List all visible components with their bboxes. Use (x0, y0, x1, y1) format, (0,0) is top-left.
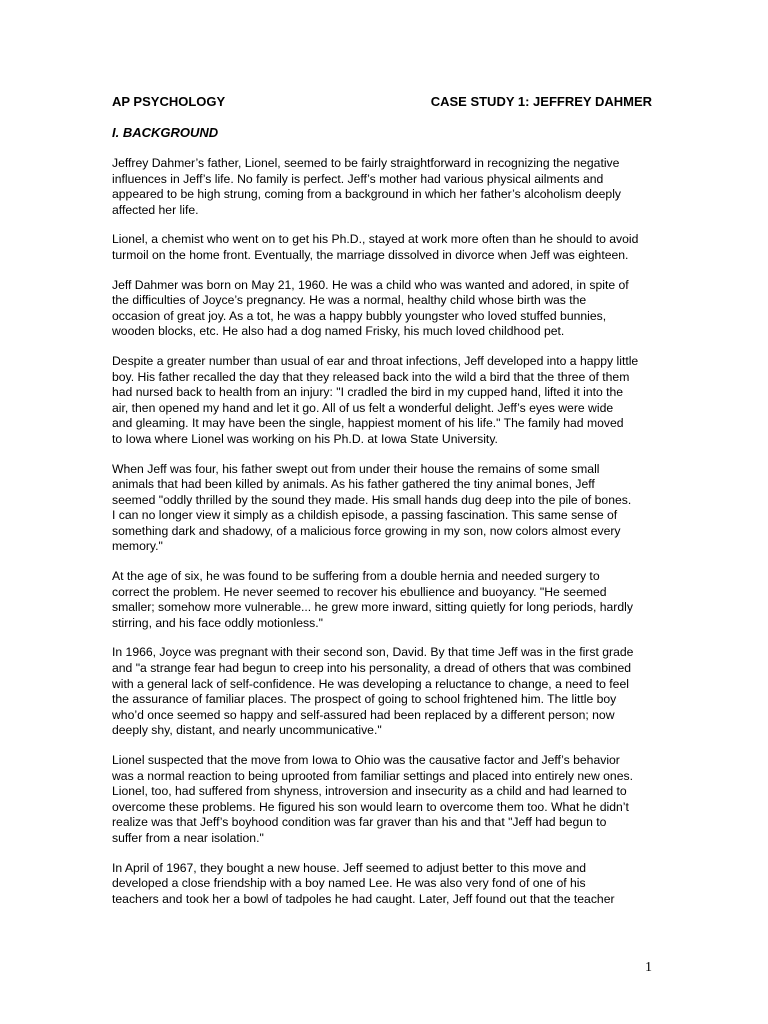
text-line: overcome these problems. He figured his son would learn to overcome them too. What he didn’t (112, 799, 629, 814)
text-line: air, then opened my hand and let it go. All of us felt a wonderful delight. Jeff’s eyes were wide (112, 400, 614, 415)
text-line: affected her life. (112, 202, 199, 217)
text-line: I can no longer view it simply as a childish episode, a passing fascination. This same sense of (112, 508, 618, 523)
course-title: AP PSYCHOLOGY (112, 94, 226, 109)
paragraph (112, 354, 652, 448)
text-line: Lionel suspected that the move from Iowa to Ohio was the causative factor and Jeff’s behavior (112, 753, 620, 767)
paragraph (112, 232, 652, 263)
text-line: At the age of six, he was found to be suffering from a double hernia and needed surgery to (112, 569, 600, 584)
text-line: developed a close friendship with a boy named Lee. He was also very fond of one of his (112, 876, 586, 891)
text-line: the difficulties of Joyce’s pregnancy. He was a normal, healthy child whose birth was the (112, 293, 587, 308)
document-page (112, 94, 652, 907)
text-line: something dark and shadowy, of a malicious force growing in my son, now colors almost every (112, 523, 621, 538)
section-heading: I. BACKGROUND (112, 125, 219, 140)
text-line: In April of 1967, they bought a new house. Jeff seemed to adjust better to this move and (112, 860, 587, 875)
paragraph (112, 156, 652, 218)
text-line: and gleaming. It may have been the single, happiest moment of his life." The family had moved (112, 416, 624, 431)
text-line: suffer from a near isolation." (112, 830, 264, 845)
text-line: appeared to be high strung, coming from a background in which her father’s alcoholism deeply (112, 187, 622, 202)
text-line: Jeffrey Dahmer’s father, Lionel, seemed to be fairly straightforward in recognizing the negative (112, 156, 620, 170)
document-header (112, 94, 652, 110)
text-line: the assurance of familiar places. The prospect of going to school frightened him. The little boy (112, 692, 617, 707)
text-line: with a general lack of self-confidence. He was developing a reluctance to change, a need to feel (112, 676, 629, 691)
text-line: who’d once seemed so happy and self-assured had been replaced by a different person; now (112, 707, 615, 722)
text-line: wooden blocks, etc. He also had a dog named Frisky, his much loved childhood pet. (112, 324, 565, 339)
case-study-title: CASE STUDY 1: JEFFREY DAHMER (430, 94, 652, 109)
text-line: correct the problem. He never seemed to recover his ebullience and buoyancy. "He seemed (112, 584, 607, 599)
page-number: 1 (645, 960, 652, 975)
text-line: was a normal reaction to being uprooted from familiar settings and placed into entirely new ones. (112, 768, 633, 783)
text-line: teachers and took her a bowl of tadpoles he had caught. Later, Jeff found out that the teacher (112, 891, 615, 906)
text-line: In 1966, Joyce was pregnant with their second son, David. By that time Jeff was in the first grade (112, 645, 634, 660)
paragraph (112, 753, 652, 847)
text-line: turmoil on the home front. Eventually, the marriage dissolved in divorce when Jeff was eighteen. (112, 247, 629, 262)
paragraph (112, 861, 652, 908)
text-line: occasion of great joy. As a tot, he was a happy bubbly youngster who loved stuffed bunnies, (112, 308, 607, 323)
text-line: deeply shy, distant, and nearly uncommunicative." (112, 723, 382, 738)
paragraph (112, 569, 652, 631)
text-line: memory." (112, 539, 163, 554)
text-line: animals that had been killed by animals. As his father gathered the tiny animal bones, Jeff (112, 477, 595, 492)
text-line: seemed "oddly thrilled by the sound they made. His small hands dug deep into the pile of bones. (112, 492, 632, 507)
paragraph (112, 645, 652, 739)
text-line: Jeff Dahmer was born on May 21, 1960. He was a child who was wanted and adored, in spite of (112, 277, 629, 292)
text-line: had nursed back to health from an injury: "I cradled the bird in my cupped hand, lifted it into the (112, 385, 624, 400)
text-line: stirring, and his face oddly motionless." (112, 615, 323, 630)
text-line: smaller; somehow more vulnerable... he grew more inward, sitting quietly for long periods, hardly (112, 600, 633, 615)
text-line: realize was that Jeff’s boyhood condition was far graver than his and that "Jeff had begun to (112, 815, 607, 830)
text-line: Despite a greater number than usual of ear and throat infections, Jeff developed into a happy little (112, 353, 639, 368)
paragraph (112, 278, 652, 340)
text-line: influences in Jeff’s life. No family is perfect. Jeff’s mother had various physical ailments and (112, 171, 604, 186)
paragraph (112, 462, 652, 556)
text-line: and "a strange fear had begun to creep into his personality, a dread of others that was combined (112, 661, 632, 676)
text-line: When Jeff was four, his father swept out from under their house the remains of some small (112, 461, 600, 476)
text-line: Lionel, too, had suffered from shyness, introversion and insecurity as a child and had learned to (112, 784, 627, 799)
document-body (112, 156, 652, 907)
text-line: boy. His father recalled the day that they released back into the wild a bird that the three of them (112, 369, 630, 384)
text-line: Lionel, a chemist who went on to get his Ph.D., stayed at work more often than he should to avoid (112, 232, 639, 247)
text-line: to Iowa where Lionel was working on his Ph.D. at Iowa State University. (112, 431, 498, 446)
